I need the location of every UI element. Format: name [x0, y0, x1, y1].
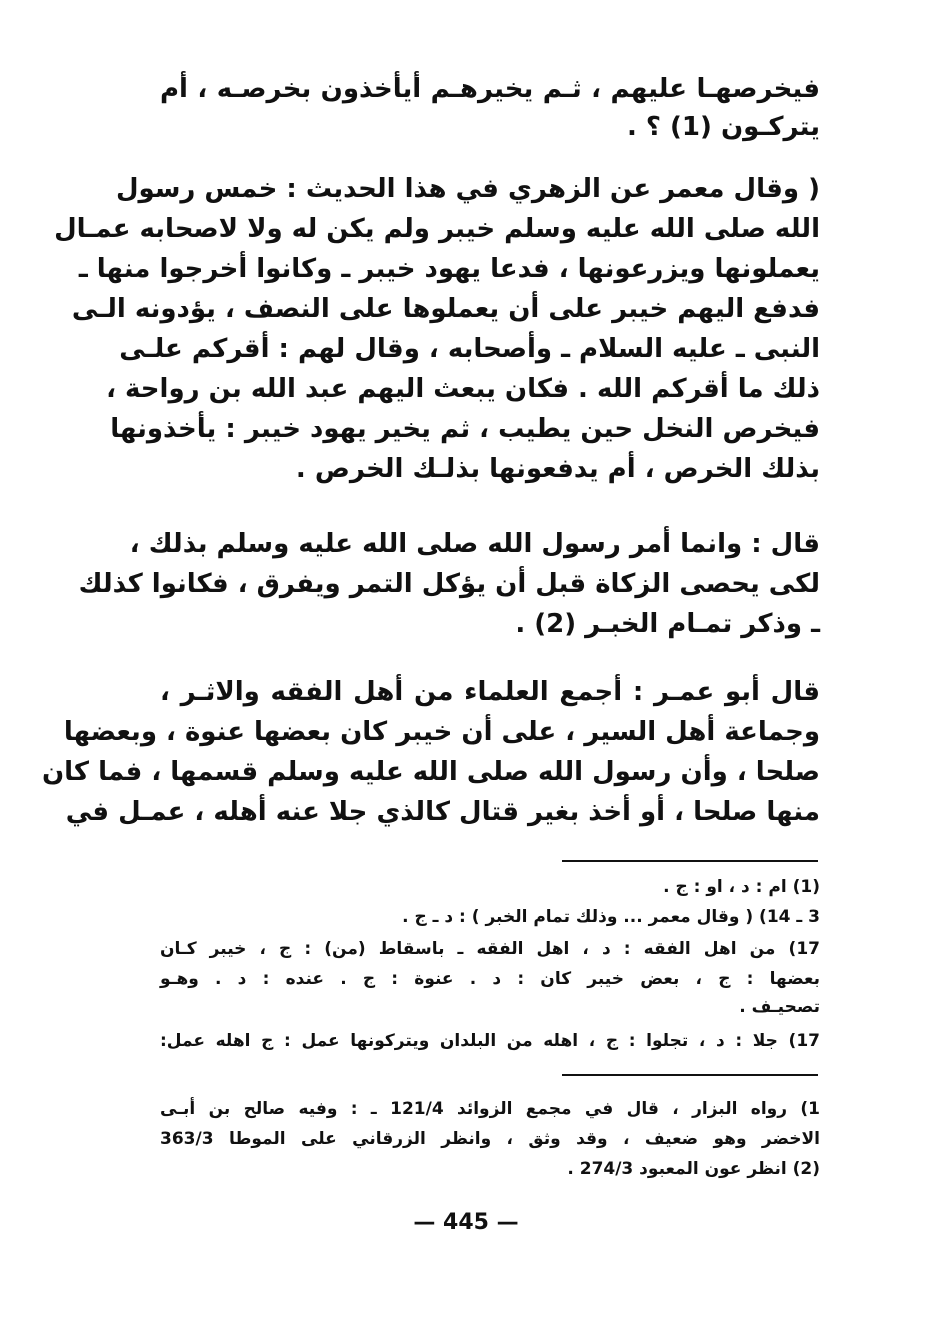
- variant-note: بعضها : ج ، بعض خيبر كان : د . عنوة : ج . عنده : د . وهـو: [160, 969, 820, 989]
- body-line: منها صلحا ، أو أخذ بغير قتال كالذي جلا عنه أهله ، عمـل في: [65, 797, 820, 827]
- body-line: ( وقال معمر عن الزهري في هذا الحديث : خمس رسول: [115, 174, 820, 204]
- body-line: يعملونها ويزرعونها ، فدعا يهود خيبر ـ وكانوا أخرجوا منها ـ: [78, 254, 820, 284]
- body-line: قال أبو عمـر : أجمع العلماء من أهل الفقه والاثـر ،: [160, 677, 820, 707]
- variant-note: 3 ـ 14) ( وقال معمر ... وذلك تمام الخبر ) : د ـ ج .: [402, 907, 820, 927]
- body-line: فدفع اليهم خيبر على أن يعملوها على النصف ، يؤدونه الـى: [71, 294, 820, 324]
- variant-note: (1) ام : د ، او : ج .: [663, 877, 820, 897]
- page-number: — 445 —: [413, 1210, 519, 1235]
- body-line: يتركـون (1) ؟ .: [626, 112, 820, 142]
- body-line: فيخرصهـا عليهم ، ثـم يخيرهـم أيأخذون بخرصـه ، أم: [160, 74, 820, 104]
- footnote-divider: [562, 1074, 818, 1076]
- source-note: الاخضر وهو ضعيف ، وقد وثق ، وانظر الزرقاني على الموطا 363/3: [160, 1129, 820, 1149]
- body-line: ذلك ما أقركم الله . فكان يبعث اليهم عبد الله بن رواحة ،: [106, 374, 820, 404]
- source-note: 1) رواه البزار ، قال في مجمع الزوائد 121/4 ـ : وفيه صالح بن أبـى: [160, 1099, 820, 1119]
- footnote-divider: [562, 860, 818, 862]
- body-line: صلحا ، وأن رسول الله صلى الله عليه وسلم قسمها ، فما كان: [41, 757, 820, 787]
- body-line: النبى ـ عليه السلام ـ وأصحابه ، وقال لهم : أقركم علـى: [119, 334, 820, 364]
- body-line: بذلك الخرص ، أم يدفعونها بذلـك الخرص .: [295, 454, 820, 484]
- variant-note: 17) جلا : د ، تجلوا : ج ، اهله من البلدان ويتركونها عمل : ج اهله عمل:: [160, 1031, 820, 1051]
- body-line: فيخرص النخل حين يطيب ، ثم يخير يهود خيبر : يأخذونها: [110, 414, 820, 444]
- variant-note: تصحيـف .: [739, 997, 820, 1017]
- body-line: ـ وذكر تمـام الخبـر (2) .: [515, 609, 820, 639]
- source-note: (2) انظر عون المعبود 274/3 .: [567, 1159, 820, 1179]
- body-line: الله صلى الله عليه وسلم خيبر ولم يكن له ولا لاصحابه عمـال: [54, 214, 820, 244]
- variant-note: 17) من اهل الفقه : د ، اهل الفقه ـ باسقاط (من) : ج ، خيبر كـان: [160, 939, 820, 959]
- body-line: وجماعة أهل السير ، على أن خيبر كان بعضها عنوة ، وبعضها: [63, 717, 820, 747]
- body-line: قال : وانما أمر رسول الله صلى الله عليه وسلم بذلك ،: [129, 529, 820, 559]
- body-line: لكى يحصى الزكاة قبل أن يؤكل التمر ويفرق ، فكانوا كذلك: [78, 569, 820, 599]
